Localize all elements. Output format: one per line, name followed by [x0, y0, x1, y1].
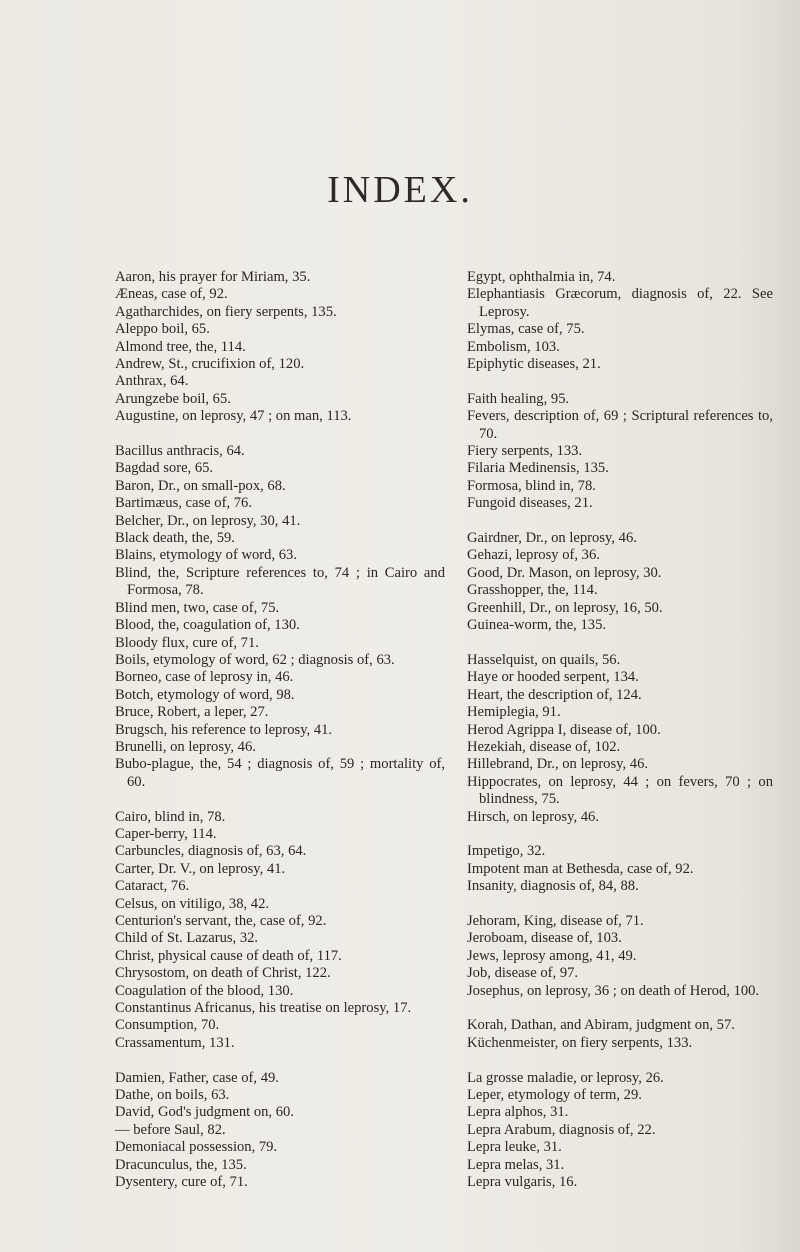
index-entry: Hezekiah, disease of, 102.: [467, 738, 621, 755]
index-entry: Hippocrates, on leprosy, 44 ; on fevers, 70 ; on blindness, 75.: [467, 773, 773, 808]
index-entry: Centurion's servant, the, case of, 92.: [115, 913, 327, 929]
index-letter-group: [467, 1070, 773, 1192]
index-entry: Bloody flux, cure of, 71.: [115, 634, 259, 651]
index-entry: Agatharchides, on fiery serpents, 135.: [115, 303, 337, 320]
index-entry: Consumption, 70.: [115, 1017, 220, 1034]
index-letter-group: [467, 530, 773, 634]
index-entry: Egypt, ophthalmia in, 74.: [467, 269, 616, 285]
index-entry: Borneo, case of leprosy in, 46.: [115, 669, 294, 686]
index-entry: Brugsch, his reference to leprosy, 41.: [115, 721, 333, 738]
index-entry: Lepra vulgaris, 16.: [467, 1174, 578, 1191]
index-entry: Korah, Dathan, and Abiram, judgment on, 57.: [467, 1017, 735, 1034]
index-entry: Fungoid diseases, 21.: [467, 495, 593, 512]
index-entry: Impetigo, 32.: [467, 843, 546, 860]
index-entry: Jeroboam, disease of, 103.: [467, 930, 622, 947]
index-entry: Bruce, Robert, a leper, 27.: [115, 704, 269, 721]
index-letter-group: [115, 809, 445, 1053]
index-entry: Christ, physical cause of death of, 117.: [115, 947, 342, 964]
index-entry: La grosse maladie, or leprosy, 26.: [467, 1069, 664, 1086]
index-entry: Chrysostom, on death of Christ, 122.: [115, 965, 331, 982]
index-entry: Greenhill, Dr., on leprosy, 16, 50.: [467, 599, 663, 616]
index-letter-group: [115, 269, 445, 426]
index-entry: Gairdner, Dr., on leprosy, 46.: [467, 530, 637, 547]
index-entry: — before Saul, 82.: [115, 1121, 226, 1138]
index-column-right: [467, 269, 773, 1209]
index-entry: Celsus, on vitiligo, 38, 42.: [115, 895, 270, 912]
index-letter-group: [467, 652, 773, 826]
index-letter-group: [115, 1070, 445, 1192]
index-entry: Jehoram, King, disease of, 71.: [467, 912, 644, 929]
index-entry: Botch, etymology of word, 98.: [115, 686, 295, 703]
index-entry: Guinea-worm, the, 135.: [467, 617, 607, 634]
index-entry: Hirsch, on leprosy, 46.: [467, 808, 599, 825]
index-entry: Fiery serpents, 133.: [467, 443, 583, 460]
index-entry: Aaron, his prayer for Miriam, 35.: [115, 269, 311, 285]
index-entry: Child of St. Lazarus, 32.: [115, 930, 259, 947]
index-entry: Carter, Dr. V., on leprosy, 41.: [115, 860, 286, 877]
index-entry: Baron, Dr., on small-pox, 68.: [115, 477, 286, 494]
index-entry: Hemiplegia, 91.: [467, 704, 561, 721]
index-entry: Elephantiasis Græcorum, diagnosis of, 22. See Leprosy.: [467, 286, 773, 320]
index-letter-group: [467, 1017, 773, 1052]
index-entry: Grasshopper, the, 114.: [467, 582, 598, 599]
index-entry: Embolism, 103.: [467, 338, 560, 355]
index-entry: Job, disease of, 97.: [467, 965, 579, 982]
index-entry: Bagdad sore, 65.: [115, 460, 214, 477]
page-title: INDEX.: [327, 169, 473, 211]
index-entry: Brunelli, on leprosy, 46.: [115, 738, 256, 755]
index-entry: Caper-berry, 114.: [115, 825, 217, 842]
index-entry: Augustine, on leprosy, 47 ; on man, 113.: [115, 408, 352, 425]
index-entry: Æneas, case of, 92.: [115, 286, 228, 303]
index-entry: Faith healing, 95.: [467, 390, 570, 407]
index-entry: Filaria Medinensis, 135.: [467, 460, 609, 477]
index-entry: Blind, the, Scripture references to, 74 ; in Cairo and Formosa, 78.: [115, 564, 445, 599]
index-letter-group: [467, 913, 773, 1000]
index-entry: Demoniacal possession, 79.: [115, 1139, 278, 1156]
index-entry: Lepra Arabum, diagnosis of, 22.: [467, 1121, 656, 1138]
index-entry: David, God's judgment on, 60.: [115, 1104, 294, 1121]
index-entry: Fevers, description of, 69 ; Scriptural references to, 70.: [467, 408, 773, 442]
index-entry: Bacillus anthracis, 64.: [115, 443, 245, 460]
index-entry: Belcher, Dr., on leprosy, 30, 41.: [115, 512, 301, 529]
index-entry: Dysentery, cure of, 71.: [115, 1174, 248, 1191]
index-entry: Küchenmeister, on fiery serpents, 133.: [467, 1034, 693, 1051]
index-entry: Impotent man at Bethesda, case of, 92.: [467, 860, 694, 877]
index-entry: Boils, etymology of word, 62 ; diagnosis of, 63.: [115, 651, 395, 668]
index-entry: Lepra melas, 31.: [467, 1156, 565, 1173]
index-entry: Andrew, St., crucifixion of, 120.: [115, 356, 305, 373]
index-entry: Formosa, blind in, 78.: [467, 477, 596, 494]
index-entry: Haye or hooded serpent, 134.: [467, 669, 639, 686]
index-entry: Lepra leuke, 31.: [467, 1139, 562, 1156]
index-entry: Insanity, diagnosis of, 84, 88.: [467, 878, 639, 895]
index-entry: Hasselquist, on quails, 56.: [467, 651, 621, 668]
index-entry: Gehazi, leprosy of, 36.: [467, 547, 600, 564]
index-entry: Bubo-plague, the, 54 ; diagnosis of, 59 ; mortality of, 60.: [115, 756, 445, 790]
index-entry: Constantinus Africanus, his treatise on leprosy, 17.: [115, 1000, 412, 1017]
index-entry: Damien, Father, case of, 49.: [115, 1069, 279, 1086]
index-entry: Carbuncles, diagnosis of, 63, 64.: [115, 843, 307, 860]
index-letter-group: [467, 843, 773, 895]
index-entry: Aleppo boil, 65.: [115, 321, 210, 338]
index-entry: Epiphytic diseases, 21.: [467, 356, 601, 373]
index-entry: Cataract, 76.: [115, 878, 190, 895]
index-entry: Herod Agrippa I, disease of, 100.: [467, 721, 661, 738]
index-entry: Dathe, on boils, 63.: [115, 1087, 230, 1104]
index-entry: Arungzebe boil, 65.: [115, 390, 231, 407]
index-letter-group: [115, 443, 445, 791]
index-entry: Anthrax, 64.: [115, 373, 189, 390]
index-entry: Bartimæus, case of, 76.: [115, 495, 252, 512]
index-entry: Heart, the description of, 124.: [467, 686, 642, 703]
index-entry: Dracunculus, the, 135.: [115, 1156, 247, 1173]
index-column-left: [115, 269, 445, 1209]
index-entry: Lepra alphos, 31.: [467, 1104, 569, 1121]
index-entry: Blains, etymology of word, 63.: [115, 547, 298, 564]
index-entry: Blind men, two, case of, 75.: [115, 599, 280, 616]
index-letter-group: [467, 391, 773, 513]
index-entry: Jews, leprosy among, 41, 49.: [467, 947, 637, 964]
index-entry: Elymas, case of, 75.: [467, 321, 585, 338]
index-entry: Hillebrand, Dr., on leprosy, 46.: [467, 756, 649, 773]
index-entry: Josephus, on leprosy, 36 ; on death of Herod, 100.: [467, 982, 760, 999]
index-entry: Cairo, blind in, 78.: [115, 808, 226, 825]
index-letter-group: [467, 269, 773, 373]
index-entry: Blood, the, coagulation of, 130.: [115, 617, 300, 634]
index-entry: Coagulation of the blood, 130.: [115, 982, 294, 999]
index-entry: Crassamentum, 131.: [115, 1034, 235, 1051]
index-entry: Black death, the, 59.: [115, 530, 235, 547]
index-entry: Good, Dr. Mason, on leprosy, 30.: [467, 564, 662, 581]
index-entry: Almond tree, the, 114.: [115, 338, 246, 355]
index-entry: Leper, etymology of term, 29.: [467, 1086, 642, 1103]
